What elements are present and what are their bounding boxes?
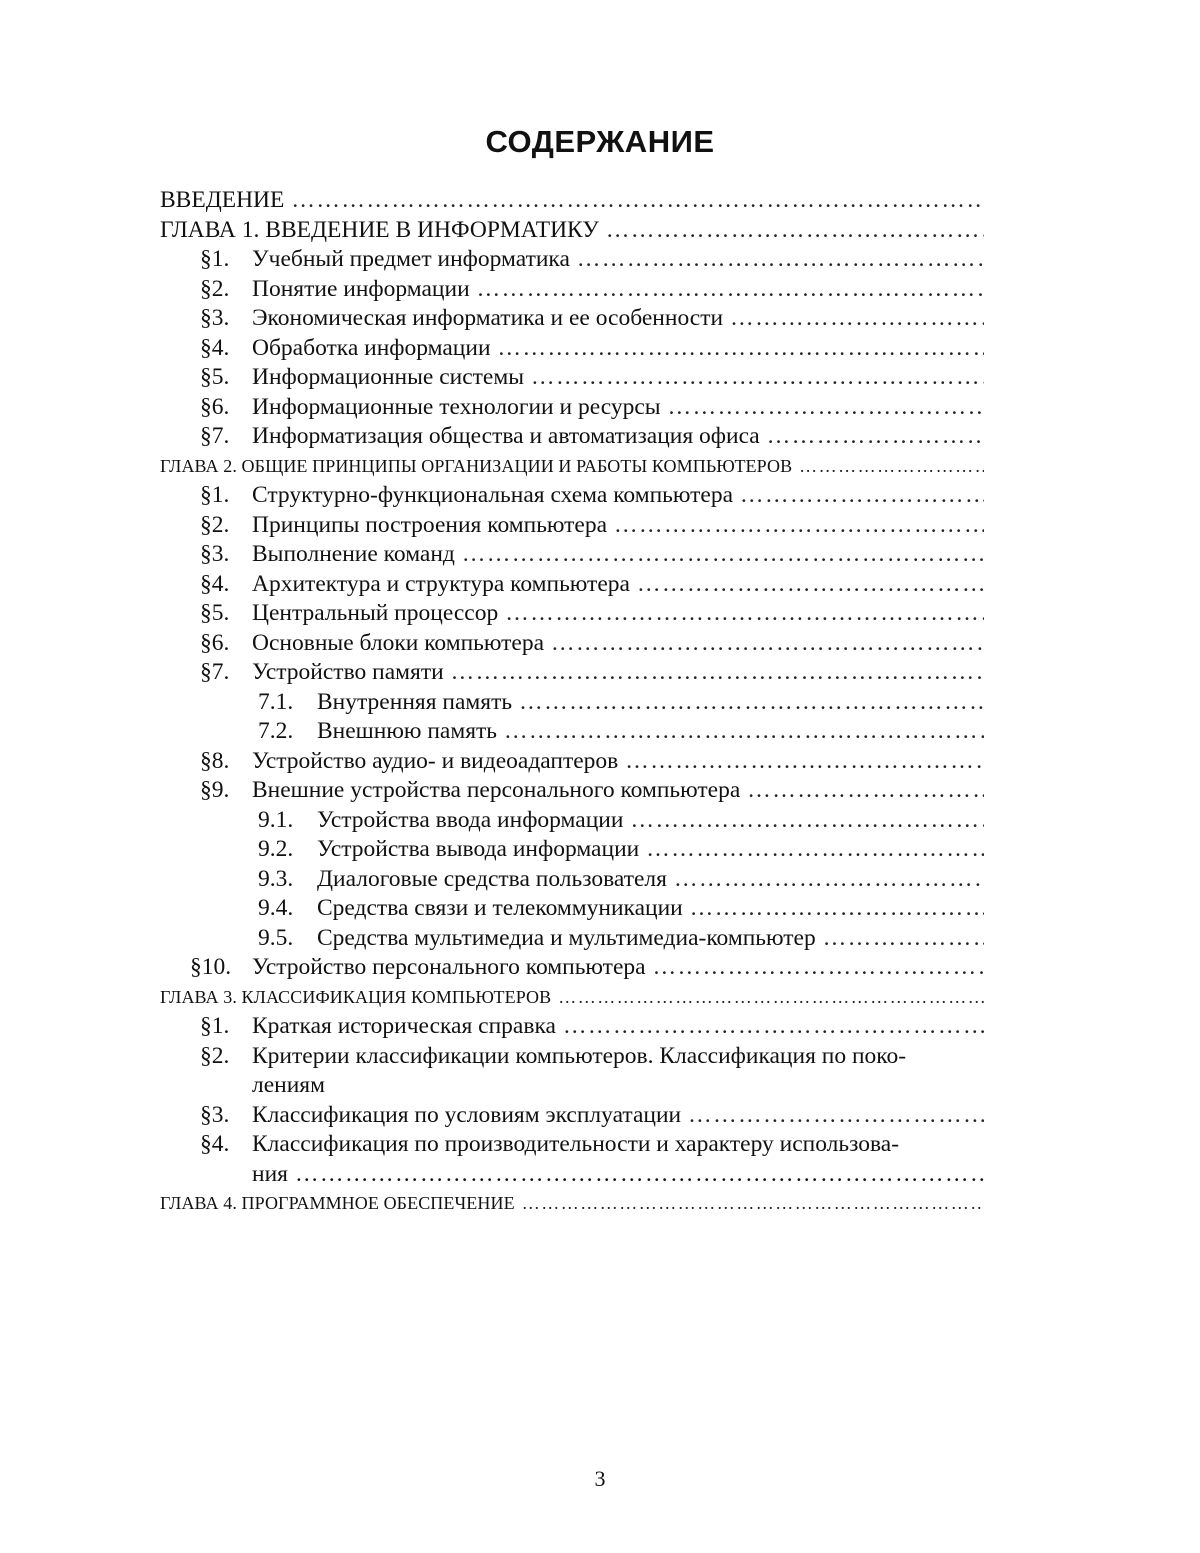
toc-entry-label: ГЛАВА 2. ОБЩИЕ ПРИНЦИПЫ ОРГАНИЗАЦИИ И РАБОТЫ КОМПЬЮТЕРОВ <box>160 455 793 476</box>
toc-leader-dots <box>599 216 984 246</box>
toc-entry-label: Внешние устройства персонального компьютера <box>252 777 741 803</box>
toc-section-entry <box>160 422 984 452</box>
toc-chapter-entry <box>160 452 984 482</box>
toc-entry-number: §9. <box>200 777 230 803</box>
toc-section-entry <box>160 629 984 659</box>
toc-entry-number: 9.5. <box>258 924 294 951</box>
toc-section-entry <box>160 570 984 600</box>
toc-leader-dots <box>455 540 984 570</box>
toc-entry-label: Понятие информации <box>252 275 470 302</box>
toc-leader-dots <box>740 776 984 806</box>
toc-entry-label: Основные блоки компьютера <box>252 629 545 656</box>
toc-leader-dots <box>816 924 984 954</box>
toc-section-entry <box>160 481 984 511</box>
toc-entry-label: Архитектура и структура компьютера <box>252 570 630 597</box>
toc-entry-number: §6. <box>200 629 230 656</box>
toc-entry-label: Центральный процессор <box>252 600 499 626</box>
toc-entry-number: §8. <box>200 747 230 774</box>
toc-entry-label: Обработка информации <box>252 334 491 361</box>
toc-entry-continuation <box>160 1160 984 1190</box>
toc-leader-dots <box>639 835 984 865</box>
toc-entry-label: Устройство памяти <box>252 659 444 685</box>
toc-leader-dots <box>607 511 984 541</box>
toc-entry-label: Устройства вывода информации <box>317 836 640 862</box>
toc-entry-label: Краткая историческая справка <box>252 1013 556 1039</box>
toc-leader-dots <box>491 334 984 364</box>
toc-section-entry <box>160 747 984 777</box>
toc-entry-label-continued: ния <box>252 1160 288 1187</box>
toc-entry-label: Внутренняя память <box>317 688 513 715</box>
toc-chapter-entry <box>160 983 984 1013</box>
toc-leader-dots <box>470 275 984 305</box>
toc-entry-continuation <box>160 1071 984 1101</box>
toc-entry-label: Диалоговые средства пользователя <box>317 865 667 892</box>
toc-entry-label: Классификация по производительности и характеру использова- <box>252 1131 900 1157</box>
toc-entry-number: §1. <box>200 246 230 272</box>
toc-subsection-entry <box>160 865 984 895</box>
toc-section-entry <box>160 393 984 423</box>
toc-entry-number: §2. <box>200 275 230 302</box>
toc-entry-number: §1. <box>200 1013 230 1039</box>
toc-section-entry <box>160 1101 984 1131</box>
toc-entry-label: Средства мультимедиа и мультимедиа-компьютер <box>317 924 816 951</box>
toc-leader-dots <box>683 894 984 924</box>
toc-leader-dots <box>623 806 984 836</box>
toc-entry-number: 7.2. <box>258 718 294 744</box>
toc-chapter-entry <box>160 186 984 216</box>
toc-entry-label: ВВЕДЕНИЕ <box>160 187 285 213</box>
toc-subsection-entry <box>160 924 984 954</box>
toc-entry-number: 7.1. <box>258 688 294 715</box>
toc-leader-dots <box>524 363 984 393</box>
toc-entry-label: Учебный предмет информатика <box>252 246 570 272</box>
toc-entry-label: Экономическая информатика и ее особенности <box>252 305 724 331</box>
toc-leader-dots <box>733 481 984 511</box>
toc-leader-dots <box>284 186 984 216</box>
toc-entry-label: Средства связи и телекоммуникации <box>317 895 683 921</box>
toc-subsection-entry <box>160 835 984 865</box>
toc-section-entry <box>160 245 984 275</box>
toc-section-entry <box>160 776 984 806</box>
toc-entry-label: Устройство персонального компьютера <box>252 954 646 980</box>
toc-leader-dots <box>515 1189 984 1219</box>
toc-entry-number: §1. <box>200 482 230 508</box>
toc-entry-label: Информационные системы <box>252 364 525 390</box>
toc-entry-number: 9.4. <box>258 895 294 921</box>
toc-entry-label: Выполнение команд <box>252 541 455 567</box>
toc-entry-label: ГЛАВА 1. ВВЕДЕНИЕ В ИНФОРМАТИКУ <box>160 216 599 243</box>
toc-section-entry <box>160 1130 984 1160</box>
toc-entry-label: Структурно-функциональная схема компьютера <box>252 482 734 508</box>
toc-leader-dots <box>288 1160 984 1190</box>
toc-entry-number: 9.2. <box>258 836 294 862</box>
toc-leader-dots <box>325 1071 984 1101</box>
toc-leader-dots <box>681 1101 984 1131</box>
toc-entry-number: §2. <box>200 511 230 538</box>
table-of-contents <box>160 186 984 1219</box>
toc-subsection-entry <box>160 717 984 747</box>
toc-leader-dots <box>544 629 984 659</box>
toc-section-entry <box>160 363 984 393</box>
toc-entry-number: §6. <box>200 393 230 420</box>
toc-section-entry <box>160 511 984 541</box>
toc-leader-dots <box>667 865 984 895</box>
toc-section-entry <box>160 1042 984 1072</box>
toc-entry-number: §2. <box>200 1042 230 1069</box>
toc-section-entry <box>160 599 984 629</box>
toc-section-entry <box>160 275 984 305</box>
toc-section-entry <box>160 540 984 570</box>
page-title: СОДЕРЖАНИЕ <box>485 124 715 159</box>
toc-section-entry <box>160 658 984 688</box>
toc-leader-dots <box>512 688 984 718</box>
toc-entry-label: ГЛАВА 3. КЛАССИФИКАЦИЯ КОМПЬЮТЕРОВ <box>160 986 552 1007</box>
toc-leader-dots <box>661 393 984 423</box>
toc-entry-label: ГЛАВА 4. ПРОГРАММНОЕ ОБЕСПЕЧЕНИЕ <box>160 1193 515 1213</box>
toc-chapter-entry <box>160 1189 984 1219</box>
toc-leader-dots <box>444 658 984 688</box>
toc-entry-number: §10. <box>190 954 232 980</box>
toc-entry-number: 9.1. <box>258 806 294 833</box>
toc-entry-label: Внешнюю память <box>317 718 498 744</box>
toc-leader-dots <box>646 953 984 983</box>
toc-entry-label-continued: лениям <box>252 1072 325 1098</box>
toc-subsection-entry <box>160 806 984 836</box>
toc-leader-dots <box>618 747 984 777</box>
toc-entry-number: §4. <box>200 334 230 361</box>
toc-leader-dots <box>498 599 984 629</box>
toc-entry-label: Устройство аудио- и видеоадаптеров <box>252 747 619 774</box>
toc-entry-number: §5. <box>200 600 230 626</box>
toc-leader-dots <box>556 1012 984 1042</box>
toc-entry-label: Критерии классификации компьютеров. Классификация по поко- <box>252 1042 907 1069</box>
toc-entry-number: §4. <box>200 570 230 597</box>
toc-entry-number: §7. <box>200 423 230 449</box>
toc-entry-label: Классификация по условиям эксплуатации <box>252 1101 682 1128</box>
toc-leader-dots <box>551 983 984 1013</box>
toc-leader-dots <box>792 452 984 482</box>
toc-subsection-entry <box>160 894 984 924</box>
toc-entry-number: §3. <box>200 305 230 331</box>
toc-entry-label: Информатизация общества и автоматизация офиса <box>252 423 760 449</box>
toc-entry-number: §3. <box>200 541 230 567</box>
toc-leader-dots <box>723 304 984 334</box>
toc-entry-label: Принципы построения компьютера <box>252 511 608 538</box>
toc-entry-number: §4. <box>200 1131 230 1157</box>
toc-leader-dots <box>570 245 984 275</box>
toc-section-entry <box>160 1012 984 1042</box>
toc-section-entry <box>160 304 984 334</box>
toc-chapter-entry <box>160 216 984 246</box>
toc-section-entry <box>160 953 984 983</box>
toc-entry-number: §5. <box>200 364 230 390</box>
toc-leader-dots <box>630 570 984 600</box>
toc-entry-number: 9.3. <box>258 865 294 892</box>
toc-entry-label: Устройства ввода информации <box>317 806 624 833</box>
toc-section-entry <box>160 334 984 364</box>
page-number: 3 <box>594 1466 606 1491</box>
toc-entry-number: §3. <box>200 1101 230 1128</box>
toc-leader-dots <box>497 717 984 747</box>
toc-leader-dots <box>760 422 984 452</box>
toc-entry-number: §7. <box>200 659 230 685</box>
toc-subsection-entry <box>160 688 984 718</box>
toc-entry-label: Информационные технологии и ресурсы <box>252 393 661 420</box>
